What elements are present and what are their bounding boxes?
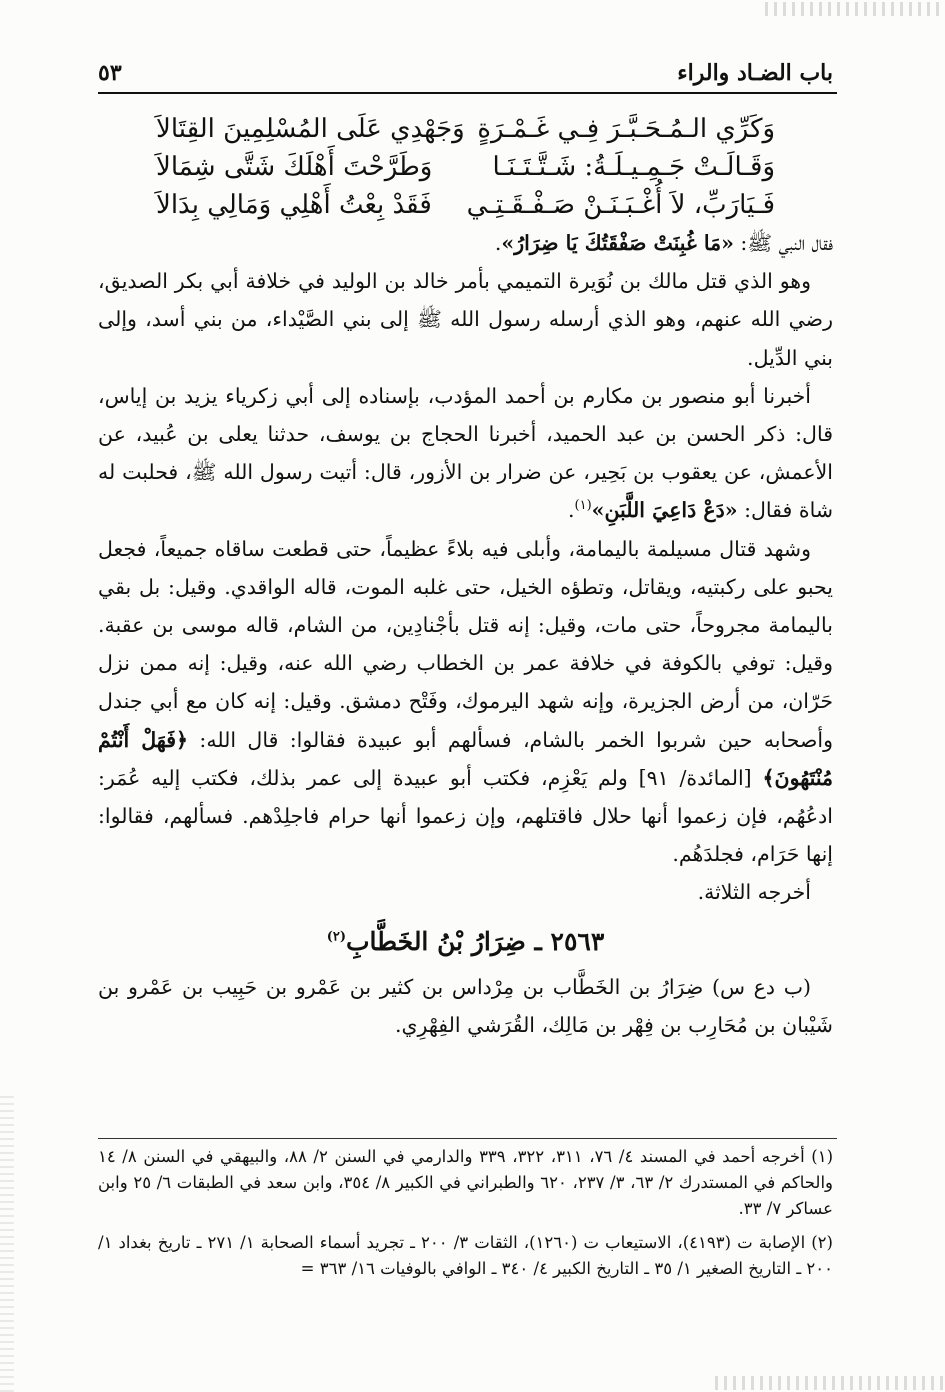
verse-second-hemistich: فَقَدْ بِعْتُ أَهْلِي وَمَالِي بِدَالاَ — [156, 190, 432, 220]
verse-second-hemistich: وَطَرَّحْتَ أَهْلَكَ شَتَّى شِمَالاَ — [156, 152, 433, 182]
paragraph-text: أخبرنا أبو منصور بن مكارم بن أحمد المؤدب، بإسناده إلى أبي زكرياء يزيد بن إياس، قال: ذكر الحسن بن عبد الحميد، أخبرنا الحجاج بن يوسف، حدثنا يعلى بن عُبيد، عن الأعمش، عن يعقوب بن بَحِير، عن ضرار بن الأزور، قال: أتيت رسول الله ﷺ، فحلبت له شاة فقال: — [98, 383, 833, 523]
paragraph-takhrij: أخرجه الثلاثة. — [697, 880, 811, 905]
header-rule — [98, 92, 837, 94]
verse-first-hemistich: وَكَرِّي الـمُـحَـبَّـرَ فِـي غَـمْـرَةٍ — [477, 114, 775, 144]
quran-verse: ﴿فَهَلْ أَنْتُمْ مُنْتَهُونَ﴾ — [98, 727, 833, 790]
footnotes — [98, 1144, 833, 1290]
verse-line — [98, 110, 833, 148]
entry-title: ٢٥٦٣ ـ ضِرَارُ بْنُ الخَطَّابِ — [346, 926, 605, 956]
footnote-reference[interactable]: (٢) — [326, 929, 347, 945]
footnote-1: (١) أخرجه أحمد في المسند ٤/ ٧٦، ٣١١، ٣٢٢، ٣٣٩ والدارمي في السنن ٢/ ٨٨، والبيهقي في السنن ٨/ ١٤ والحاكم في المستدرك ٢/ ٦٣، ٣/ ٢٣٧، ٦٢٠ والطبراني في الكبير ٨/ ٣٥٤، وابن سعد في الطبقات ٦/ ٢٥ وابن عساكر ٧/ ٣٣. — [98, 1147, 833, 1218]
hadith-quote: «مَا غُبِنَتْ صَفْقَتُكَ يَا ضِرَارُ» — [501, 231, 734, 255]
page-header — [98, 54, 833, 94]
scan-border-bottom — [715, 1376, 945, 1390]
scan-border-top — [765, 2, 945, 16]
scan-border-left — [0, 1092, 14, 1392]
paragraph-tail: . — [494, 231, 502, 255]
paragraph-lineage: (ب دع س) ضِرَارُ بن الخَطَّاب بن مِرْداس بن كثير بن عَمْرو بن حَبِيب بن عَمْرو بن شَيْبان بن مُحَارِب بن فِهْر بن مَالِك، القُرَشي الفِهْرِي. — [98, 974, 833, 1037]
paragraph-biography: وهو الذي قتل مالك بن نُوَيرة التميمي بأمر خالد بن الوليد في خلافة أبي بكر الصديق، رضي الله عنهم، وهو الذي أرسله رسول الله ﷺ إلى بني الصَّيْداء، من بني أسد، وإلى بني الدِّيل. — [98, 269, 833, 370]
hadith-quote: «دَعْ دَاعِيَ اللَّبَنِ» — [591, 498, 738, 523]
verse-line — [98, 148, 833, 186]
paragraph-text-continued: [المائدة/ ٩١] ولم يَعْزِم، فكتب أبو عبيدة إلى عمر بذلك، فكتب إليه عُمَر: ادعُهُم، فإن زعموا أنها حلال فاقتلهم، وإن زعموا أنها حرام فاجلِدْهم. فسألهم، فقالوا: إنها حَرَام، فجلدَهُم. — [98, 765, 833, 867]
paragraph-lead: فقال النبي ﷺ: — [733, 231, 833, 255]
verse-second-hemistich: وَجَهْدِي عَلَى المُسْلِمِينَ القِتَالاَ — [156, 114, 465, 144]
paragraph-prophet-saying — [98, 224, 833, 262]
paragraph-text: وشهد قتال مسيلمة باليمامة، وأبلى فيه بلاءً عظيماً، حتى قطعت ساقاه جميعاً، فجعل يحبو على ركبتيه، ويقاتل، وتطؤه الخيل، حتى غلبه الموت، قاله الواقدي. وقيل: بل بقي باليمامة مجروحاً، حتى مات، وقيل: إنه قتل بأجْنادِين، من الشام، قاله موسى بن عقبة. وقيل: توفي بالكوفة في خلافة عمر بن الخطاب رضي الله عنه، وقيل: إنه ممن نزل حَرّان، من أرض الجزيرة، وإنه شهد اليرموك، وفَتْح دمشق. وقيل: إنه كان مع أبي جندل وأصحابه حين شربوا الخمر بالشام، فسألهم أبو عبيدة فقالوا: قال الله: — [98, 536, 833, 752]
paragraph-isnad — [98, 377, 833, 530]
paragraph-tail: . — [567, 498, 575, 523]
entry-heading — [98, 920, 833, 964]
paragraph-yamama — [98, 530, 833, 874]
page-number: ٥٣ — [98, 60, 122, 86]
footnote-reference[interactable]: (١) — [574, 498, 592, 514]
running-title: باب الضـاد والراء — [677, 60, 833, 86]
verse-first-hemistich: فَـيَارَبِّ، لاَ أُغْـبَـنَـنْ صَـفْـقَـتِـي — [466, 190, 775, 220]
verse-line — [98, 186, 833, 224]
footnote-2: (٢) الإصابة ت (٤١٩٣)، الاستيعاب ت (١٢٦٠)، الثقات ٣/ ٢٠٠ ـ تجريد أسماء الصحابة ١/ ٢٧١ ـ تاريخ بغداد ١/ ٢٠٠ ـ التاريخ الصغير ١/ ٣٥ ـ التاريخ الكبير ٤/ ٣٤٠ ـ الوافي بالوفيات ١٦/ ٣٦٣ = — [98, 1233, 833, 1278]
verse-first-hemistich: وَقَـالَـتْ جَـمِـيـلَـةُ: شَـتَّـتَـنَـا — [492, 152, 775, 182]
main-text — [98, 110, 833, 1044]
footnote-rule — [98, 1138, 837, 1139]
